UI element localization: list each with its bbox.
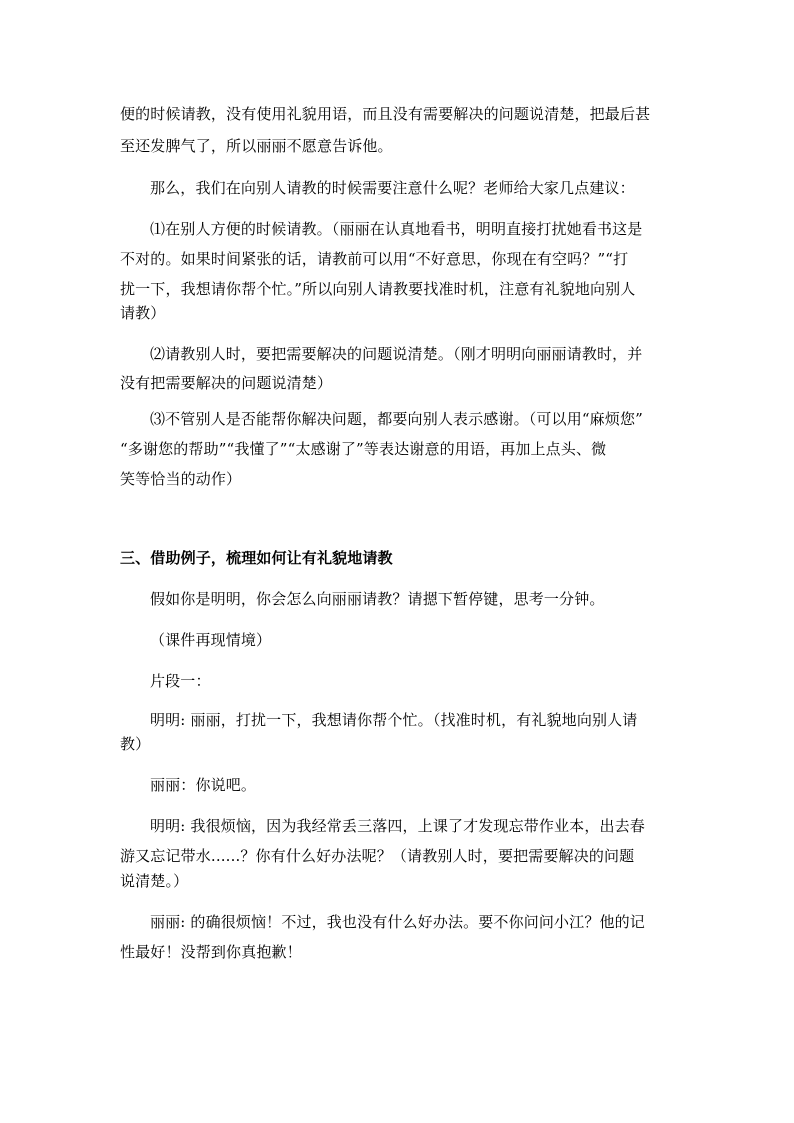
fragment-title: 片段一： (150, 672, 211, 690)
scene-note: （课件再现情境） (150, 631, 272, 649)
li2-line1: 丽丽: 的确很烦恼！不过，我也没有什么好办法。要不你问问小江？他的记 (150, 913, 645, 931)
suggestion1-line4: 请教） (120, 304, 166, 322)
ming2-line2: 游又忘记带水......？你有什么好办法呢？（请教别人时，要把需要解决的问题 (120, 847, 635, 865)
suggestion2-line2: 没有把需要解决的问题说清楚） (120, 374, 333, 392)
section3-heading: 三、借助例子，梳理如何让有礼貌地请教 (120, 549, 393, 567)
suggestion3-line1: ⑶不管别人是否能帮你解决问题，都要向别人表示感谢。（可以用“麻烦您” (150, 410, 643, 428)
li2-line2: 性最好！没帮到你真抱歉！ (120, 943, 302, 961)
suggestion2-line1: ⑵请教别人时，要把需要解决的问题说清楚。（刚才明明向丽丽请教时，并 (150, 345, 643, 363)
ming1-line2: 教） (120, 735, 151, 753)
suggestion3-line2: “多谢您的帮助”“我懂了”“太感谢了”等表达谢意的用语，再加上点头、微 (120, 440, 607, 458)
ming2-line3: 说清楚。） (120, 872, 189, 890)
ming1-line1: 明明: 丽丽，打扰一下，我想请你帮个忙。（找准时机，有礼貌地向别人请 (150, 711, 638, 729)
para1-line2: 至还发脾气了，所以丽丽不愿意告诉他。 (120, 137, 393, 155)
section3-intro: 假如你是明明，你会怎么向丽丽请教？请摁下暂停键，思考一分钟。 (150, 590, 605, 608)
para2-line1: 那么，我们在向别人请教的时候需要注意什么呢？老师给大家几点建议： (150, 179, 635, 197)
suggestion1-line2: 不对的。如果时间紧张的话，请教前可以用“不好意思，你现在有空吗？”“打 (120, 250, 629, 268)
para1-line1: 便的时候请教，没有使用礼貌用语，而且没有需要解决的问题说清楚，把最后甚 (120, 105, 651, 123)
ming2-line1: 明明: 我很烦恼，因为我经常丢三落四，上课了才发现忘带作业本，出去春 (150, 817, 645, 835)
suggestion3-line3: 笑等恰当的动作） (120, 470, 242, 488)
suggestion1-line1: ⑴在别人方便的时候请教。（丽丽在认真地看书，明明直接打扰她看书这是 (150, 220, 643, 238)
li1-line1: 丽丽：你说吧。 (150, 776, 257, 794)
suggestion1-line3: 扰一下，我想请你帮个忙。”所以向别人请教要找准时机，注意有礼貌地向别人 (120, 280, 636, 298)
